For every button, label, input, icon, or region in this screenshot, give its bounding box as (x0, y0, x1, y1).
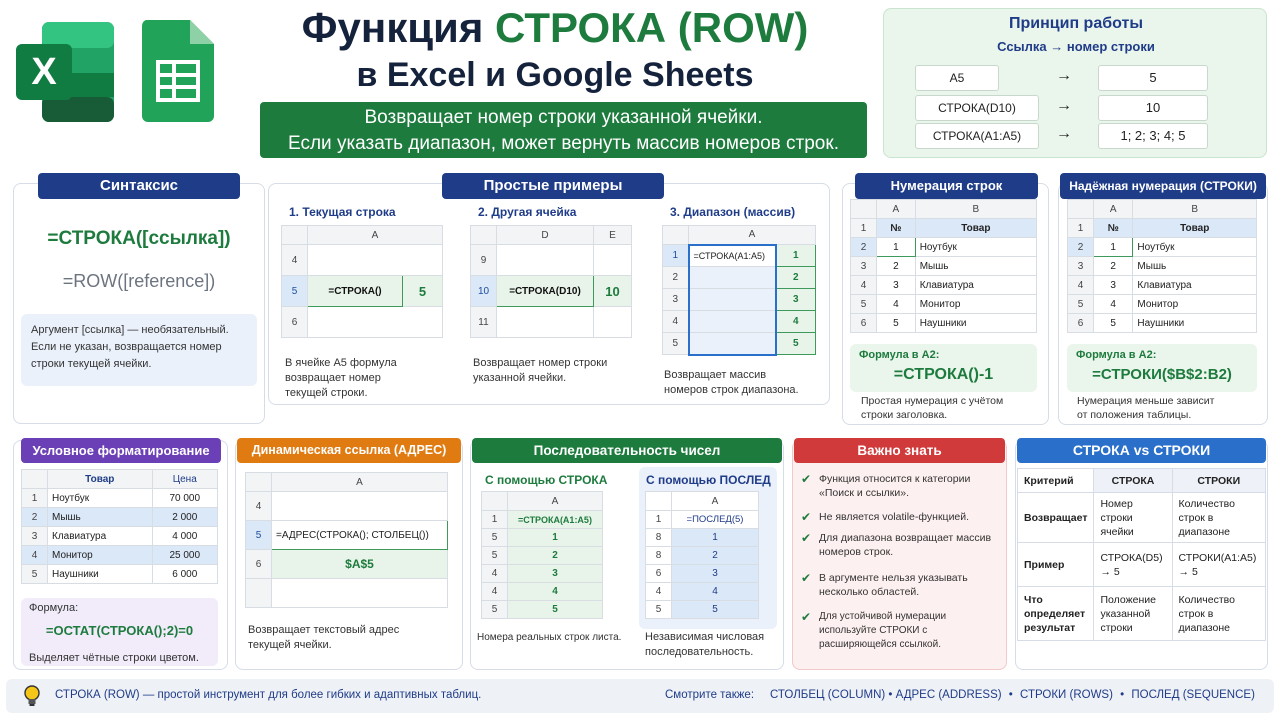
col-header: D (497, 226, 594, 245)
row-header: 3 (663, 289, 689, 311)
row-header: 2 (22, 508, 48, 527)
row-header: 5 (663, 333, 689, 355)
lightbulb-icon (22, 684, 42, 708)
syntax-note (21, 314, 257, 386)
principle-output-3: 1; 2; 3; 4; 5 (1098, 123, 1208, 149)
price-cell: 6 000 (152, 565, 218, 584)
reliable-formula-box (1067, 344, 1257, 392)
number-cell: 4 (1094, 295, 1133, 314)
formula-cell[interactable]: =АДРЕС(СТРОКА(); СТОЛБЕЦ()) (272, 521, 448, 550)
result-cell: 1 (776, 245, 816, 267)
item-cell: Мышь (1133, 257, 1257, 276)
numbering-sheet (850, 199, 1037, 333)
row-header: 5 (22, 565, 48, 584)
numbering-desc: Простая нумерация с учётом строки заголовка. (861, 395, 1004, 421)
price-cell: 4 000 (152, 527, 218, 546)
conditional-desc: Выделяет чётные строки цветом. (29, 652, 199, 664)
col-header: A (272, 473, 448, 492)
array-formula-cell[interactable]: =СТРОКА(A1:A5) (689, 245, 776, 267)
row-header: 2 (1068, 238, 1094, 257)
header-cell: Цена (152, 470, 218, 489)
row-header: 5 (282, 276, 308, 307)
example-3-sheet (662, 225, 816, 356)
row-header: 3 (851, 257, 877, 276)
description-banner (260, 102, 867, 158)
col-header: A (877, 200, 916, 219)
excel-logo-icon (14, 20, 116, 124)
principle-subtitle: Ссылка → номер строки (997, 39, 1155, 54)
syntax-title: Синтаксис (38, 173, 240, 199)
example-1-desc: В ячейке A5 формула возвращает номер текущей строки. (285, 357, 397, 399)
col-header: A (308, 226, 443, 245)
col-header: A (672, 492, 759, 511)
price-cell: 25 000 (152, 546, 218, 565)
syntax-ru: =СТРОКА([ссылка]) (47, 228, 231, 249)
row-header: 6 (246, 550, 272, 579)
dynamic-desc: Возвращает текстовый адрес текущей ячейки. (248, 624, 400, 651)
item-cell: Клавиатура (48, 527, 153, 546)
item-cell: Клавиатура (1133, 276, 1257, 295)
see-also-links (770, 689, 1255, 701)
dynamic-sheet (245, 472, 448, 608)
row-header: 11 (471, 307, 497, 338)
syntax-card (13, 183, 265, 424)
principle-card (883, 8, 1267, 158)
banner-line-1: Возвращает номер строки указанной ячейки. (364, 107, 763, 128)
compare-header: Критерий (1018, 469, 1094, 493)
sequence-right-desc: Независимая числовая последовательность. (645, 631, 765, 658)
title-accent: СТРОКА (ROW) (495, 4, 809, 51)
row-header: 1 (482, 511, 508, 529)
number-cell: 2 (1094, 257, 1133, 276)
conditional-sheet (21, 469, 218, 584)
page-title (240, 4, 870, 52)
syntax-note-line-2: Если не указан, возвращается номер (31, 341, 222, 353)
separator: • (1008, 689, 1013, 701)
formula-text: =СТРОКА()-1 (893, 366, 994, 383)
compare-cell: Номер строки ячейки (1094, 493, 1172, 543)
formula-text: =ОСТАТ(СТРОКА();2)=0 (45, 623, 194, 638)
reliable-sheet (1067, 199, 1257, 333)
important-item: ✔ В аргументе нельзя указывать несколько областей. (801, 571, 968, 598)
numbering-title: Нумерация строк (855, 173, 1038, 199)
formula-cell[interactable]: =СТРОКА(A1:A5) (508, 511, 603, 529)
result-cell: 3 (776, 289, 816, 311)
arrow-icon: → (1056, 125, 1072, 142)
row-header: 5 (1068, 295, 1094, 314)
item-cell: Монитор (48, 546, 153, 565)
compare-cell: Положение указанной строки (1094, 587, 1172, 641)
price-cell: 2 000 (152, 508, 218, 527)
dynamic-title: Динамическая ссылка (АДРЕС) (237, 438, 461, 463)
compare-cell: СТРОКА(D5) → 5 (1094, 543, 1172, 587)
conditional-title: Условное форматирование (21, 438, 221, 463)
example-2-sheet (470, 225, 632, 338)
sequence-left-sheet: A 1 =СТРОКА(A1:A5) 5 1 5 2 4 3 4 4 5 5 (481, 491, 603, 619)
principle-output-1: 5 (1098, 65, 1208, 91)
result-cell: 4 (776, 311, 816, 333)
compare-cell: Количество строк в диапазоне (1172, 587, 1265, 641)
reliable-desc: Нумерация меньше зависит от положения таблицы. (1077, 395, 1215, 421)
footer-tip: СТРОКА (ROW) — простой инструмент для более гибких и адаптивных таблиц. (55, 689, 482, 701)
see-also-label: Смотрите также: (665, 689, 755, 701)
sequence-left-desc: Номера реальных строк листа. (477, 632, 622, 643)
result-cell: 2 (776, 267, 816, 289)
result-cell: 1 (672, 529, 759, 547)
principle-input-1: A5 (915, 65, 999, 91)
formula-text: =СТРОКИ($B$2:B2) (1092, 366, 1232, 383)
row-header: 4 (663, 311, 689, 333)
row-header: 2 (851, 238, 877, 257)
result-cell: 4 (508, 583, 603, 601)
check-icon: ✔ (801, 472, 812, 486)
example-2-title: 2. Другая ячейка (478, 205, 577, 219)
row-header: 1 (22, 489, 48, 508)
separator: • (1120, 689, 1125, 701)
result-cell: 5 (403, 276, 443, 307)
link-sequence[interactable]: ПОСЛЕД (SEQUENCE) (1131, 689, 1255, 701)
header-cell: № (1094, 219, 1133, 238)
header-cell: Товар (1133, 219, 1257, 238)
row-header: 4 (1068, 276, 1094, 295)
principle-title: Принцип работы (1009, 15, 1143, 32)
item-cell: Наушники (48, 565, 153, 584)
arrow-icon: → (1056, 97, 1072, 114)
row-header: 6 (1068, 314, 1094, 333)
reliable-title: Надёжная нумерация (СТРОКИ) (1060, 173, 1266, 199)
item-cell: Мышь (48, 508, 153, 527)
formula-label: Формула: (29, 602, 79, 614)
arrow-icon: → (1056, 67, 1072, 84)
row-header: 5 (851, 295, 877, 314)
svg-text:X: X (31, 51, 57, 93)
item-cell: Наушники (915, 314, 1036, 333)
important-item: ✔ Для диапазона возвращает массив номеров строк. (801, 531, 992, 558)
syntax-note-line-1: Аргумент [ссылка] — необязательный. (31, 324, 229, 336)
result-cell: 5 (672, 601, 759, 619)
col-header: A (508, 492, 603, 511)
result-cell: $A$5 (272, 550, 448, 579)
row-header: 4 (22, 546, 48, 565)
link-rows[interactable]: СТРОКИ (ROWS) (1020, 689, 1113, 701)
important-item: ✔ Не является volatile-функцией. (801, 510, 970, 524)
row-header: 6 (851, 314, 877, 333)
numbering-formula-box (850, 344, 1037, 392)
item-cell: Ноутбук (1133, 238, 1257, 257)
item-cell: Ноутбук (48, 489, 153, 508)
row-header: 4 (851, 276, 877, 295)
header-cell: Товар (915, 219, 1036, 238)
check-icon: ✔ (801, 571, 812, 585)
number-cell: 4 (877, 295, 916, 314)
row-header: 3 (1068, 257, 1094, 276)
page-subtitle: в Excel и Google Sheets (356, 56, 754, 94)
example-3-desc: Возвращает массив номеров строк диапазона. (664, 369, 799, 396)
result-cell: 2 (672, 547, 759, 565)
result-cell: 2 (508, 547, 603, 565)
compare-cell: СТРОКИ(A1:A5) → 5 (1172, 543, 1265, 587)
row-header: 1 (851, 219, 877, 238)
row-header: 6 (282, 307, 308, 338)
important-item: ✔ Для устойчивой нумерации используйте СТРОКИ с расширяющейся ссылкой. (801, 610, 947, 650)
result-cell: 3 (508, 565, 603, 583)
compare-criterion: Пример (1018, 543, 1094, 587)
row-header: 1 (646, 511, 672, 529)
link-address[interactable]: АДРЕС (ADDRESS) (895, 689, 1002, 701)
compare-cell: Количество строк в диапазоне (1172, 493, 1265, 543)
item-cell: Монитор (1133, 295, 1257, 314)
number-cell: 5 (877, 314, 916, 333)
important-title: Важно знать (794, 438, 1005, 463)
row-header: 4 (246, 492, 272, 521)
header-cell: Товар (48, 470, 153, 489)
row-header: 10 (471, 276, 497, 307)
price-cell: 70 000 (152, 489, 218, 508)
check-icon: ✔ (801, 510, 812, 524)
col-header: E (594, 226, 632, 245)
example-3-title: 3. Диапазон (массив) (670, 205, 796, 219)
example-1-sheet (281, 225, 443, 338)
col-header: B (1133, 200, 1257, 219)
item-cell: Мышь (915, 257, 1036, 276)
item-cell: Монитор (915, 295, 1036, 314)
sequence-title: Последовательность чисел (472, 438, 782, 463)
title-main: Функция (301, 4, 496, 51)
col-header: A (1094, 200, 1133, 219)
col-header: A (689, 226, 816, 245)
sequence-right-title: С помощью ПОСЛЕД (646, 473, 771, 487)
syntax-note-line-3: строки текущей ячейки. (31, 358, 152, 370)
formula-cell[interactable]: =СТРОКА(D10) (497, 276, 594, 307)
formula-label: Формула в A2: (1076, 349, 1157, 361)
result-cell: 3 (672, 565, 759, 583)
compare-header: СТРОКИ (1172, 469, 1265, 493)
formula-cell[interactable]: =ПОСЛЕД(5) (672, 511, 759, 529)
row-header: 3 (22, 527, 48, 546)
number-cell: 1 (877, 238, 916, 257)
check-icon: ✔ (801, 610, 812, 624)
sequence-right-sheet: A 1 =ПОСЛЕД(5) 8 1 8 2 6 3 4 4 5 5 (645, 491, 759, 619)
item-cell: Наушники (1133, 314, 1257, 333)
result-cell: 5 (776, 333, 816, 355)
compare-criterion: Возвращает (1018, 493, 1094, 543)
col-header: B (915, 200, 1036, 219)
check-icon: ✔ (801, 531, 812, 545)
conditional-formula-box (21, 598, 218, 666)
result-cell: 10 (594, 276, 632, 307)
important-item: ✔ Функция относится к категории «Поиск и ссылки». (801, 472, 971, 499)
item-cell: Ноутбук (915, 238, 1036, 257)
example-1-title: 1. Текущая строка (289, 205, 396, 219)
formula-cell[interactable]: =СТРОКА() (308, 276, 403, 307)
compare-title: СТРОКА vs СТРОКИ (1017, 438, 1266, 463)
row-header: 4 (282, 245, 308, 276)
row-header: 2 (663, 267, 689, 289)
number-cell: 2 (877, 257, 916, 276)
principle-output-2: 10 (1098, 95, 1208, 121)
link-column[interactable]: СТОЛБЕЦ (COLUMN) (770, 689, 886, 701)
result-cell: 5 (508, 601, 603, 619)
banner-line-2: Если указать диапазон, может вернуть массив номеров строк. (288, 133, 839, 154)
sequence-left-title: С помощью СТРОКА (485, 473, 608, 487)
google-sheets-logo-icon (140, 18, 216, 124)
result-cell: 1 (508, 529, 603, 547)
example-2-desc: Возвращает номер строки указанной ячейки. (473, 357, 608, 384)
principle-input-2: СТРОКА(D10) (915, 95, 1039, 121)
syntax-en: =ROW([reference]) (62, 271, 216, 291)
compare-header: СТРОКА (1094, 469, 1172, 493)
compare-criterion: Что определяет результат (1018, 587, 1094, 641)
row-header: 1 (663, 245, 689, 267)
row-header: 5 (246, 521, 272, 550)
compare-table (1017, 468, 1266, 641)
number-cell: 1 (1094, 238, 1133, 257)
number-cell: 3 (877, 276, 916, 295)
item-cell: Клавиатура (915, 276, 1036, 295)
header-cell: № (877, 219, 916, 238)
result-cell: 4 (672, 583, 759, 601)
row-header: 1 (1068, 219, 1094, 238)
number-cell: 3 (1094, 276, 1133, 295)
row-header: 9 (471, 245, 497, 276)
examples-title: Простые примеры (442, 173, 664, 199)
separator: • (888, 689, 893, 701)
formula-label: Формула в A2: (859, 349, 940, 361)
number-cell: 5 (1094, 314, 1133, 333)
principle-input-3: СТРОКА(A1:A5) (915, 123, 1039, 149)
